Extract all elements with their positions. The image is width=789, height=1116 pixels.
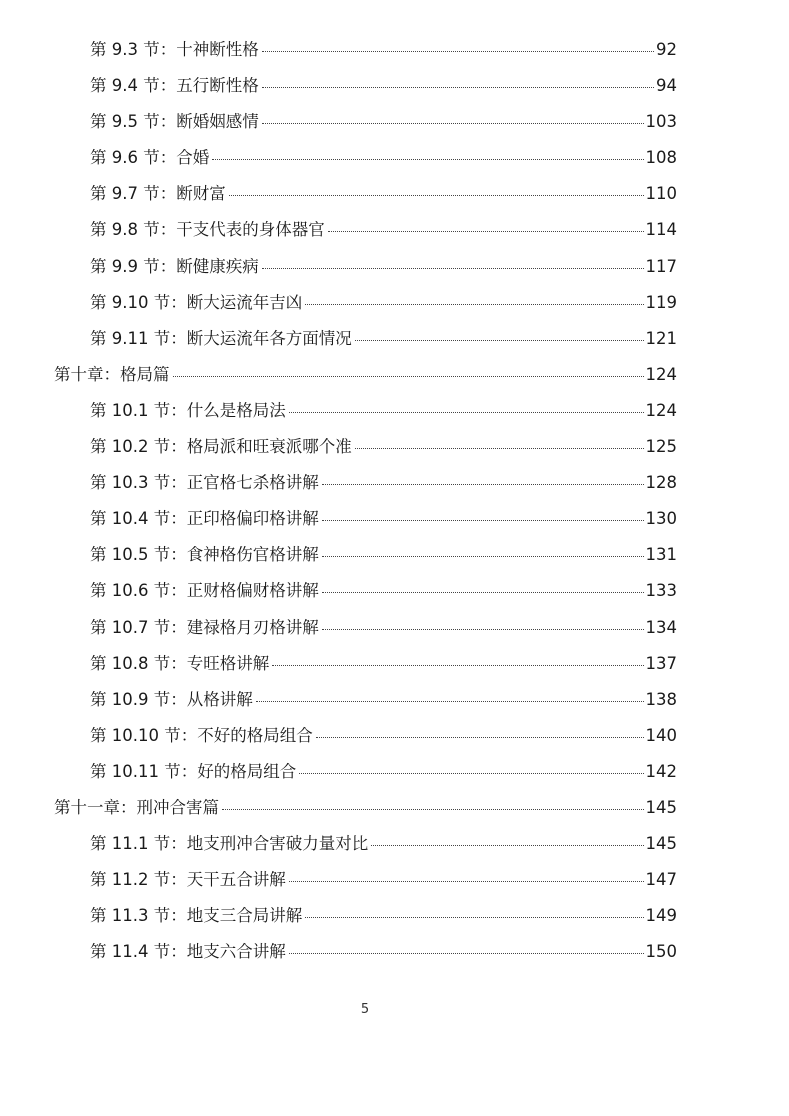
toc-entry-page: 94 — [656, 76, 677, 96]
toc-dot-leader — [256, 701, 644, 702]
toc-entry-label: 第 9.11 节：断大运流年各方面情况 — [90, 328, 352, 348]
toc-entry-label: 第 10.8 节：专旺格讲解 — [90, 653, 270, 673]
toc-entry-page: 124 — [645, 400, 677, 420]
toc-dot-leader — [322, 629, 644, 630]
toc-dot-leader — [305, 917, 643, 918]
toc-entry-page: 103 — [645, 112, 677, 132]
toc-entry-label: 第 10.5 节：食神格伤官格讲解 — [90, 545, 319, 565]
toc-entry-page: 133 — [645, 581, 677, 601]
toc-dot-leader — [371, 845, 643, 846]
toc-entry-label: 第 10.3 节：正官格七杀格讲解 — [90, 473, 319, 493]
toc-section-entry[interactable] — [0, 714, 677, 750]
toc-dot-leader — [289, 412, 644, 413]
toc-dot-leader — [262, 87, 654, 88]
toc-section-entry[interactable] — [0, 894, 677, 930]
toc-entry-page: 140 — [645, 725, 677, 745]
toc-section-entry[interactable] — [0, 28, 677, 64]
toc-entry-label: 第 10.9 节：从格讲解 — [90, 689, 253, 709]
toc-section-entry[interactable] — [0, 930, 677, 966]
toc-entry-label: 第 10.11 节：好的格局组合 — [90, 761, 297, 781]
toc-entry-label: 第 10.4 节：正印格偏印格讲解 — [90, 509, 319, 529]
toc-section-entry[interactable] — [0, 750, 677, 786]
toc-dot-leader — [212, 159, 643, 160]
toc-entry-page: 125 — [645, 437, 677, 457]
toc-section-entry[interactable] — [0, 461, 677, 497]
toc-dot-leader — [173, 376, 644, 377]
table-of-contents — [0, 28, 789, 966]
toc-entry-page: 134 — [645, 617, 677, 637]
toc-dot-leader — [322, 556, 644, 557]
toc-entry-label: 第 9.4 节：五行断性格 — [90, 76, 259, 96]
toc-entry-label: 第 10.1 节：什么是格局法 — [90, 400, 286, 420]
toc-section-entry[interactable] — [0, 569, 677, 605]
toc-entry-page: 121 — [645, 328, 677, 348]
toc-entry-page: 124 — [645, 364, 677, 384]
toc-entry-label: 第 9.7 节：断财富 — [90, 184, 226, 204]
toc-entry-label: 第 10.10 节：不好的格局组合 — [90, 725, 313, 745]
toc-entry-page: 150 — [645, 942, 677, 962]
toc-entry-label: 第 11.2 节：天干五合讲解 — [90, 870, 286, 890]
toc-section-entry[interactable] — [0, 425, 677, 461]
toc-dot-leader — [262, 123, 644, 124]
toc-dot-leader — [328, 231, 644, 232]
toc-entry-page: 110 — [645, 184, 677, 204]
toc-entry-page: 145 — [645, 797, 677, 817]
toc-chapter-entry[interactable] — [0, 353, 677, 389]
toc-entry-label: 第 11.1 节：地支刑冲合害破力量对比 — [90, 834, 369, 854]
toc-entry-label: 第 9.5 节：断婚姻感情 — [90, 112, 259, 132]
toc-entry-label: 第 9.10 节：断大运流年吉凶 — [90, 292, 303, 312]
toc-section-entry[interactable] — [0, 281, 677, 317]
toc-entry-page: 147 — [645, 870, 677, 890]
toc-section-entry[interactable] — [0, 64, 677, 100]
toc-dot-leader — [299, 773, 643, 774]
toc-entry-page: 137 — [645, 653, 677, 673]
toc-dot-leader — [262, 51, 654, 52]
toc-section-entry[interactable] — [0, 678, 677, 714]
toc-entry-page: 92 — [656, 40, 677, 59]
toc-entry-page: 108 — [645, 148, 677, 168]
toc-entry-page: 114 — [645, 220, 677, 240]
toc-section-entry[interactable] — [0, 208, 677, 244]
toc-section-entry[interactable] — [0, 606, 677, 642]
toc-dot-leader — [355, 340, 644, 341]
toc-entry-page: 117 — [645, 256, 677, 276]
toc-entry-label: 第 9.8 节：干支代表的身体器官 — [90, 220, 325, 240]
toc-dot-leader — [305, 304, 643, 305]
toc-dot-leader — [355, 448, 644, 449]
toc-entry-label: 第 9.3 节：十神断性格 — [90, 40, 259, 59]
toc-entry-label: 第十章：格局篇 — [54, 364, 170, 384]
page-number: 5 — [360, 1002, 370, 1017]
toc-section-entry[interactable] — [0, 172, 677, 208]
toc-section-entry[interactable] — [0, 533, 677, 569]
toc-entry-page: 142 — [645, 761, 677, 781]
toc-section-entry[interactable] — [0, 858, 677, 894]
toc-section-entry[interactable] — [0, 317, 677, 353]
toc-entry-page: 131 — [645, 545, 677, 565]
toc-dot-leader — [322, 484, 644, 485]
toc-section-entry[interactable] — [0, 136, 677, 172]
toc-entry-page: 138 — [645, 689, 677, 709]
toc-section-entry[interactable] — [0, 822, 677, 858]
toc-dot-leader — [316, 737, 644, 738]
toc-entry-label: 第 10.2 节：格局派和旺衰派哪个准 — [90, 437, 352, 457]
toc-entry-label: 第 9.9 节：断健康疾病 — [90, 256, 259, 276]
toc-entry-page: 145 — [645, 834, 677, 854]
toc-section-entry[interactable] — [0, 389, 677, 425]
toc-entry-label: 第 10.7 节：建禄格月刃格讲解 — [90, 617, 319, 637]
toc-section-entry[interactable] — [0, 100, 677, 136]
toc-entry-label: 第 11.4 节：地支六合讲解 — [90, 942, 286, 962]
toc-entry-page: 128 — [645, 473, 677, 493]
toc-dot-leader — [322, 592, 644, 593]
toc-dot-leader — [222, 809, 644, 810]
toc-entry-label: 第 9.6 节：合婚 — [90, 148, 210, 168]
toc-entry-page: 130 — [645, 509, 677, 529]
toc-dot-leader — [262, 268, 644, 269]
toc-section-entry[interactable] — [0, 642, 677, 678]
toc-dot-leader — [289, 953, 644, 954]
toc-dot-leader — [272, 665, 643, 666]
toc-section-entry[interactable] — [0, 497, 677, 533]
toc-section-entry[interactable] — [0, 245, 677, 281]
toc-entry-label: 第十一章：刑冲合害篇 — [54, 797, 219, 817]
toc-entry-label: 第 10.6 节：正财格偏财格讲解 — [90, 581, 319, 601]
toc-entry-label: 第 11.3 节：地支三合局讲解 — [90, 906, 303, 926]
toc-dot-leader — [289, 881, 644, 882]
toc-chapter-entry[interactable] — [0, 786, 677, 822]
toc-entry-page: 149 — [645, 906, 677, 926]
toc-dot-leader — [322, 520, 644, 521]
toc-dot-leader — [229, 195, 644, 196]
toc-entry-page: 119 — [645, 292, 677, 312]
